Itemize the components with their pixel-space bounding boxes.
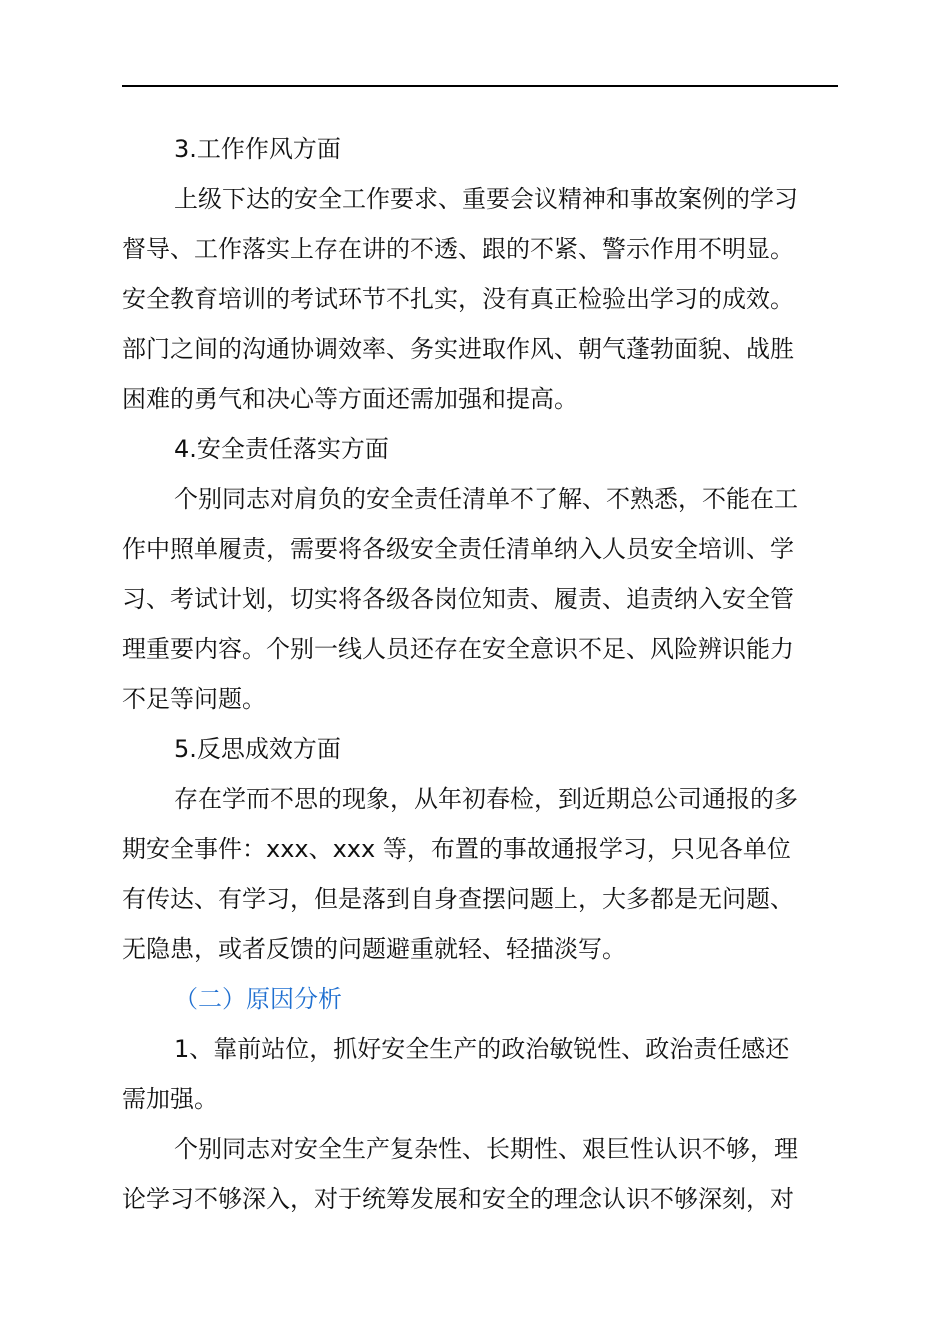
paragraph-line: 习、考试计划，切实将各级各岗位知责、履责、追责纳入安全管 <box>122 585 794 613</box>
paragraph-line: 个别同志对安全生产复杂性、长期性、艰巨性认识不够，理 <box>174 1135 798 1163</box>
document-body <box>122 124 838 1224</box>
header-rule <box>122 85 838 87</box>
paragraph-line: 部门之间的沟通协调效率、务实进取作风、朝气蓬勃面貌、战胜 <box>122 335 794 363</box>
paragraph-line: 理重要内容。个别一线人员还存在安全意识不足、风险辨识能力 <box>122 635 794 663</box>
paragraph-line: 困难的勇气和决心等方面还需加强和提高。 <box>122 385 578 413</box>
section-heading-cause-analysis: （二）原因分析 <box>174 985 342 1013</box>
paragraph-line: 期安全事件：xxx、xxx 等，布置的事故通报学习，只见各单位 <box>122 835 791 863</box>
paragraph-line: 1、靠前站位，抓好安全生产的政治敏锐性、政治责任感还 <box>174 1035 790 1063</box>
paragraph-line: 存在学而不思的现象，从年初春检，到近期总公司通报的多 <box>174 785 798 813</box>
paragraph-line: 作中照单履责，需要将各级安全责任清单纳入人员安全培训、学 <box>122 535 794 563</box>
section-heading-work-style: 3.工作作风方面 <box>174 135 341 163</box>
section-heading-safety-responsibility: 4.安全责任落实方面 <box>174 435 389 463</box>
paragraph-line: 不足等问题。 <box>122 685 266 713</box>
section-heading-reflection: 5.反思成效方面 <box>174 735 341 763</box>
paragraph-line: 无隐患，或者反馈的问题避重就轻、轻描淡写。 <box>122 935 626 963</box>
paragraph-line: 督导、工作落实上存在讲的不透、跟的不紧、警示作用不明显。 <box>122 235 794 263</box>
paragraph-line: 个别同志对肩负的安全责任清单不了解、不熟悉，不能在工 <box>174 485 798 513</box>
paragraph-line: 有传达、有学习，但是落到自身查摆问题上，大多都是无问题、 <box>122 885 794 913</box>
paragraph-line: 需加强。 <box>122 1085 218 1113</box>
paragraph-line: 论学习不够深入，对于统筹发展和安全的理念认识不够深刻，对 <box>122 1185 794 1213</box>
paragraph-line: 安全教育培训的考试环节不扎实，没有真正检验出学习的成效。 <box>122 285 794 313</box>
paragraph-line: 上级下达的安全工作要求、重要会议精神和事故案例的学习 <box>174 185 798 213</box>
